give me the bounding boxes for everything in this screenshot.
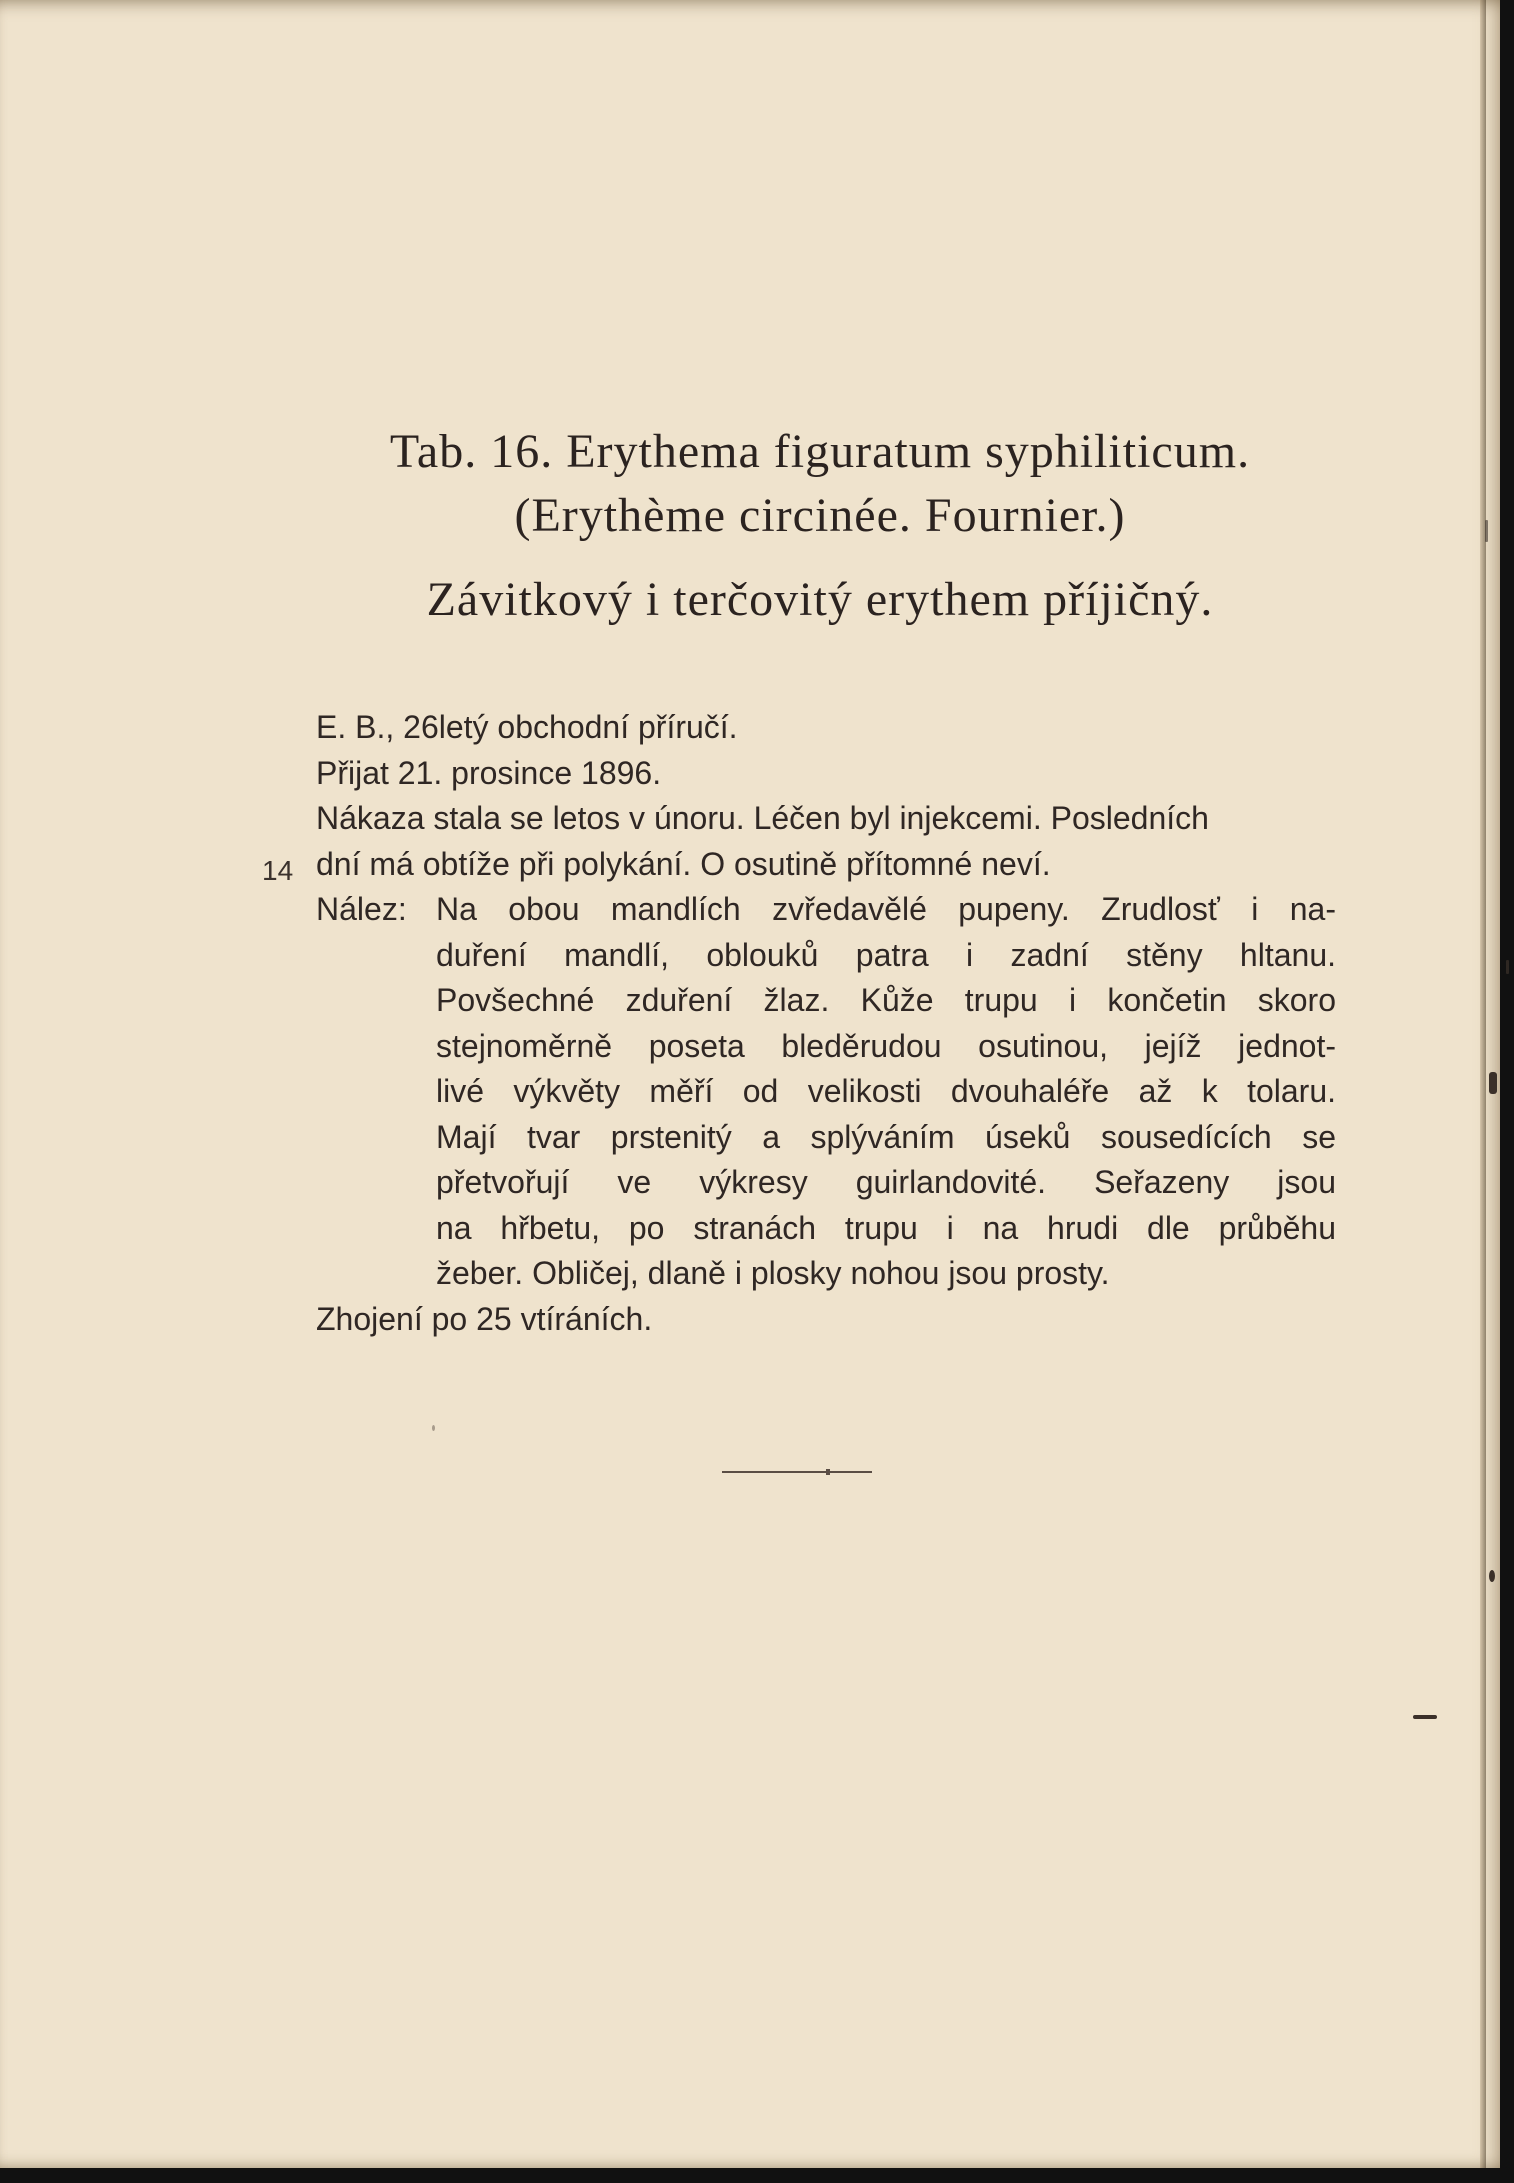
finding-line: žeber. Obličej, dlaně i plosky nohou jsou prosty.	[436, 1255, 1110, 1291]
scan-speck	[1485, 520, 1488, 542]
page-edge-shadow	[1480, 0, 1486, 2168]
finding-line: Na obou mandlích zvředavělé pupeny. Zrudlosť i na-	[436, 891, 1336, 927]
finding-label: Nález:	[316, 891, 407, 927]
plate-title-latin: Tab. 16. Erythema figuratum syphiliticum.	[389, 425, 1251, 478]
admitted-line: Přijat 21. prosince 1896.	[316, 754, 662, 791]
finding-line: Mají tvar prstenitý a splýváním úseků sousedících se	[436, 1118, 1336, 1155]
finding-line: stejnoměrně poseta bleděrudou osutinou, jejíž jednot-	[436, 1027, 1336, 1064]
section-end-rule-tick	[826, 1469, 830, 1475]
scan-speck	[1506, 960, 1509, 974]
finding-paragraph	[316, 887, 1346, 1297]
outcome-line: Zhojení po 25 vtíráních.	[316, 1300, 653, 1337]
margin-line-number: 14	[262, 855, 294, 886]
finding-line: duření mandlí, oblouků patra i zadní stěny hltanu.	[436, 936, 1336, 973]
history-line: dní má obtíže při polykání. O osutině přítomné neví.	[316, 845, 1051, 882]
plate-title-french: (Erythème circinée. Fournier.)	[514, 489, 1126, 542]
finding-line: Povšechné zduření žlaz. Kůže trupu i končetin skoro	[436, 982, 1336, 1018]
finding-line: přetvořují ve výkresy guirlandovité. Seřazeny jsou	[436, 1164, 1336, 1200]
patient-line: E. B., 26letý obchodní příručí.	[316, 709, 738, 745]
scan-speck	[1489, 1072, 1497, 1094]
case-description	[316, 705, 1346, 1342]
finding-line: na hřbetu, po stranách trupu i na hrudi dle průběhu	[436, 1209, 1336, 1246]
finding-lines	[436, 887, 1336, 1297]
plate-title-czech: Závitkový i terčovitý erythem příjičný.	[426, 573, 1214, 626]
history-line: Nákaza stala se letos v únoru. Léčen byl injekcemi. Posledních	[316, 800, 1209, 836]
scan-speck	[1413, 1715, 1437, 1719]
scan-speck	[432, 1425, 435, 1431]
section-end-rule	[722, 1471, 872, 1473]
finding-line: livé výkvěty měří od velikosti dvouhaléře až k tolaru.	[436, 1073, 1336, 1109]
plate-title-block	[250, 420, 1390, 632]
scan-speck	[1489, 1570, 1495, 1582]
